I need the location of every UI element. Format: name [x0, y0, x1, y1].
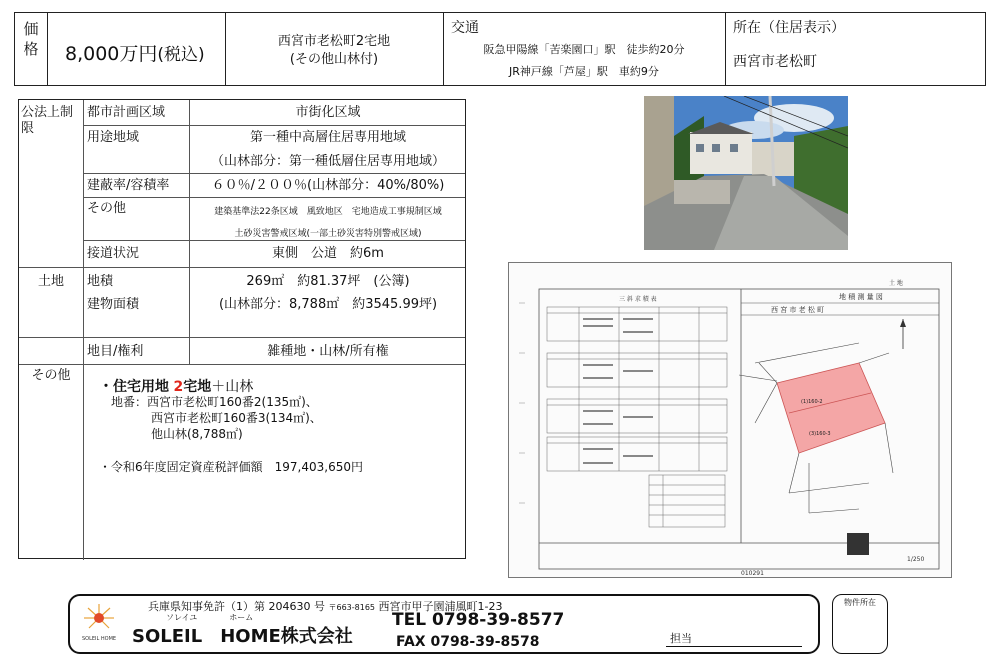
address-label: 所在（住居表示） [733, 20, 845, 36]
coverage-label: 建蔽率/容積率 [87, 178, 170, 193]
survey-location: 西 宮 市 老 松 町 [771, 306, 825, 314]
area-value: 269㎡ 約81.37坪 (公簿) [246, 274, 410, 289]
misc-forest: ＋山林 [211, 379, 254, 395]
company-fax: FAX 0798-39-8578 [396, 634, 540, 650]
survey-drawing [508, 262, 952, 578]
building-area-value: (山林部分：8,788㎡ 約3545.99坪) [218, 297, 438, 312]
zoning-value-2: （山林部分：第一種低層住居専用地域） [210, 154, 445, 169]
survey-scale: 1/250 [907, 556, 925, 563]
misc-line-5: ・令和6年度固定資産税評価額 197,403,650円 [99, 460, 363, 474]
misc-label: その他 [31, 368, 71, 383]
misc-count: 2 [173, 379, 184, 395]
zoning-value-1: 第一種中高層住居専用地域 [249, 130, 406, 145]
postal-code: 〒663-8165 [328, 603, 375, 612]
category-value: 雑種地・山林/所有権 [267, 344, 389, 359]
price-value [65, 39, 205, 66]
survey-title: 地 積 測 量 図 [839, 293, 883, 301]
access-line-1: 阪急甲陽線「苦楽園口」駅 徒歩約20分 [483, 43, 685, 56]
legal-restrictions-label: 公法上制限 [21, 105, 74, 136]
property-location-label: 物件所在 [844, 598, 876, 607]
company-logo [80, 602, 118, 648]
other-value-2: 土砂災害警戒区域(一部土砂災害特別警戒区域) [234, 229, 422, 239]
company-name: SOLEIL HOME株式会社 [132, 626, 353, 647]
company-address: 西宮市甲子園浦風町1-23 [378, 600, 503, 613]
misc-line-4: 他山林(8,788㎡) [151, 427, 243, 441]
price-tax: (税込) [157, 45, 205, 65]
license-number: 兵庫県知事免許（1）第 204630 号 [148, 600, 325, 613]
company-tel: TEL 0798-39-8577 [392, 610, 565, 630]
planning-value: 市街化区域 [295, 105, 361, 120]
staff-label: 担当 [670, 632, 692, 645]
misc-lots: 宅地 [183, 379, 212, 395]
logo-text: SOLEIL HOME [82, 636, 117, 642]
spec-table [18, 99, 466, 559]
coverage-value: ６０％/２００％(山林部分：40%/80%) [211, 178, 445, 193]
street-photo [644, 96, 848, 250]
survey-doc-number: 010291 [741, 570, 764, 577]
land-label: 土地 [37, 274, 64, 289]
survey-lot-label-1: (1)160-2 [801, 399, 823, 405]
category-label: 地目/権利 [87, 344, 144, 359]
building-area-label: 建物面積 [87, 297, 140, 312]
zoning-label: 用途地域 [87, 130, 140, 145]
misc-line-2: 地番：西宮市老松町160番2(135㎡)、 [111, 395, 318, 409]
misc-line-1 [99, 376, 253, 396]
svg-text:土 地: 土 地 [889, 280, 903, 287]
planning-label: 都市計画区域 [87, 105, 166, 120]
company-footer [68, 594, 820, 654]
misc-residential: ・住宅用地 [99, 379, 169, 395]
staff-line [666, 646, 802, 647]
company-kana: ソレイユ ホーム [166, 613, 254, 622]
area-label: 地積 [87, 274, 114, 289]
access-label: 交通 [451, 20, 479, 36]
other-label: その他 [87, 201, 127, 216]
road-label: 接道状況 [87, 246, 140, 261]
other-value-1: 建築基準法22条区域 風致地区 宅地造成工事規制区域 [214, 207, 442, 217]
access-line-2: JR神戸線「芦屋」駅 車約9分 [509, 65, 659, 78]
misc-line-3: 西宮市老松町160番3(134㎡)、 [151, 411, 322, 425]
property-title: 西宮市老松町2宅地 [277, 34, 391, 49]
misc-lot-list [111, 394, 322, 442]
access-block [443, 39, 725, 83]
survey-table-title: 三 斜 求 積 表 [619, 296, 657, 303]
property-title-block [225, 33, 443, 69]
price-amount: 8,000万円 [65, 43, 158, 65]
property-location-box [832, 594, 888, 654]
road-value: 東側 公道 約6m [272, 246, 384, 261]
price-label: 価 格 [23, 20, 39, 58]
address-value: 西宮市老松町 [733, 54, 817, 70]
header-bar [14, 12, 986, 86]
survey-lot-label-2: (3)160-3 [809, 431, 831, 437]
property-subtitle: (その他山林付) [289, 52, 379, 67]
